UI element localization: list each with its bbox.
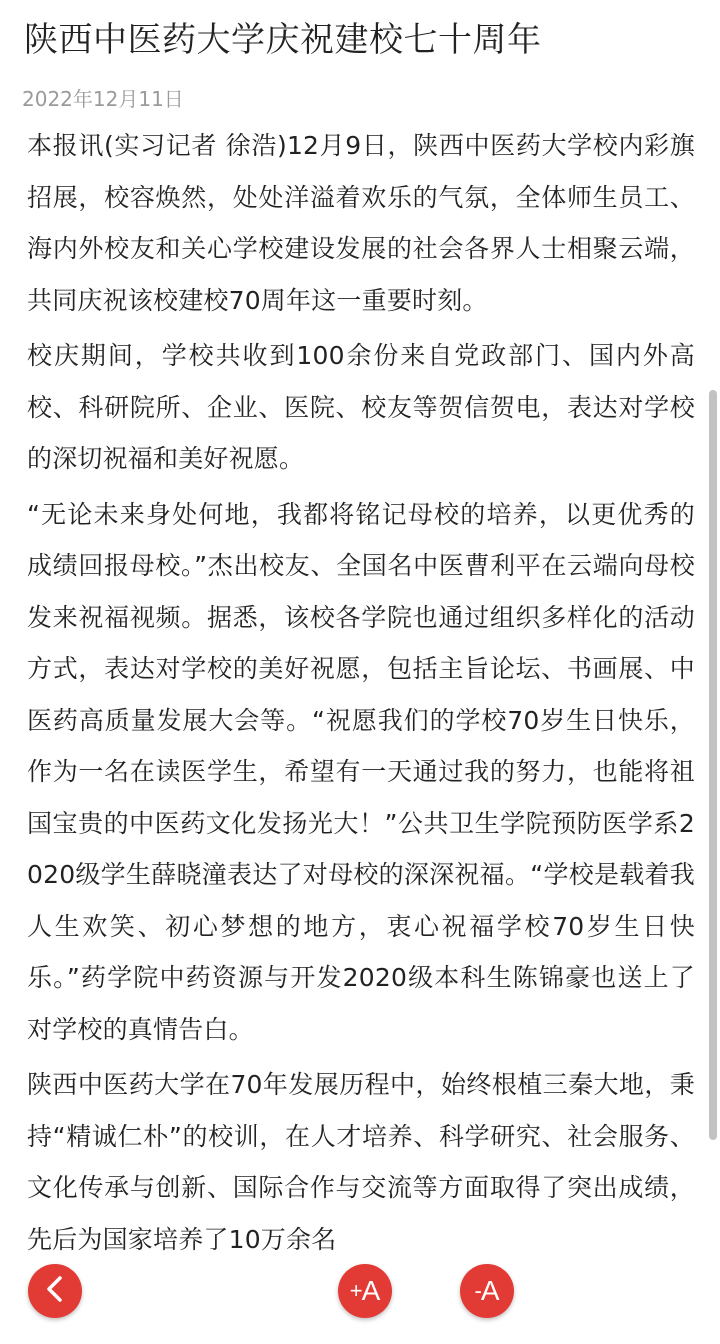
article-paragraph: 陕西中医药大学在70年发展历程中，始终根植三秦大地，秉持“精诚仁朴”的校训，在人才培养、科学研究、社会服务、文化传承与创新、国际合作与交流等方面取得了突出成绩，先后为国家培养了10万余名 xyxy=(27,1070,695,1254)
back-button[interactable] xyxy=(28,1264,82,1318)
scrollbar-thumb[interactable] xyxy=(709,390,717,1140)
scrollbar[interactable] xyxy=(709,0,717,1344)
article-title: 陕西中医药大学庆祝建校七十周年 xyxy=(24,20,542,60)
font-decrease-label: -A xyxy=(474,1275,500,1306)
article-paragraph: 本报讯(实习记者 徐浩)12月9日，陕西中医药大学校内彩旗招展，校容焕然，处处洋溢着欢乐的气氛，全体师生员工、海内外校友和关心学校建设发展的社会各界人士相聚云端，共同庆祝该校建校70周年这一重要时刻。 xyxy=(27,131,695,315)
font-increase-label: +A xyxy=(349,1275,381,1306)
chevron-left-icon xyxy=(43,1274,67,1308)
article-paragraph: 校庆期间，学校共收到100余份来自党政部门、国内外高校、科研院所、企业、医院、校友等贺信贺电，表达对学校的深切祝福和美好祝愿。 xyxy=(27,341,695,473)
article-paragraph: “无论未来身处何地，我都将铭记母校的培养，以更优秀的成绩回报母校。”杰出校友、全国名中医曹利平在云端向母校发来祝福视频。据悉，该校各学院也通过组织多样化的活动方式，表达对学校的美好祝愿，包括主旨论坛、书画展、中医药高质量发展大会等。“祝愿我们的学校70岁生日快乐，作为一名在读医学生，希望有一天通过我的努力，也能将祖国宝贵的中医药文化发扬光大！”公共卫生学院预防医学系2020级学生薛晓潼表达了对母校的深深祝福。“学校是载着我人生欢笑、初心梦想的地方，衷心祝福学校70岁生日快乐。”药学院中药资源与开发2020级本科生陈锦豪也送上了对学校的真情告白。 xyxy=(27,499,695,1044)
decrease-font-button[interactable] xyxy=(460,1264,514,1318)
article-date: 2022年12月11日 xyxy=(22,87,184,111)
article-body xyxy=(27,120,695,1269)
increase-font-button[interactable] xyxy=(338,1264,392,1318)
